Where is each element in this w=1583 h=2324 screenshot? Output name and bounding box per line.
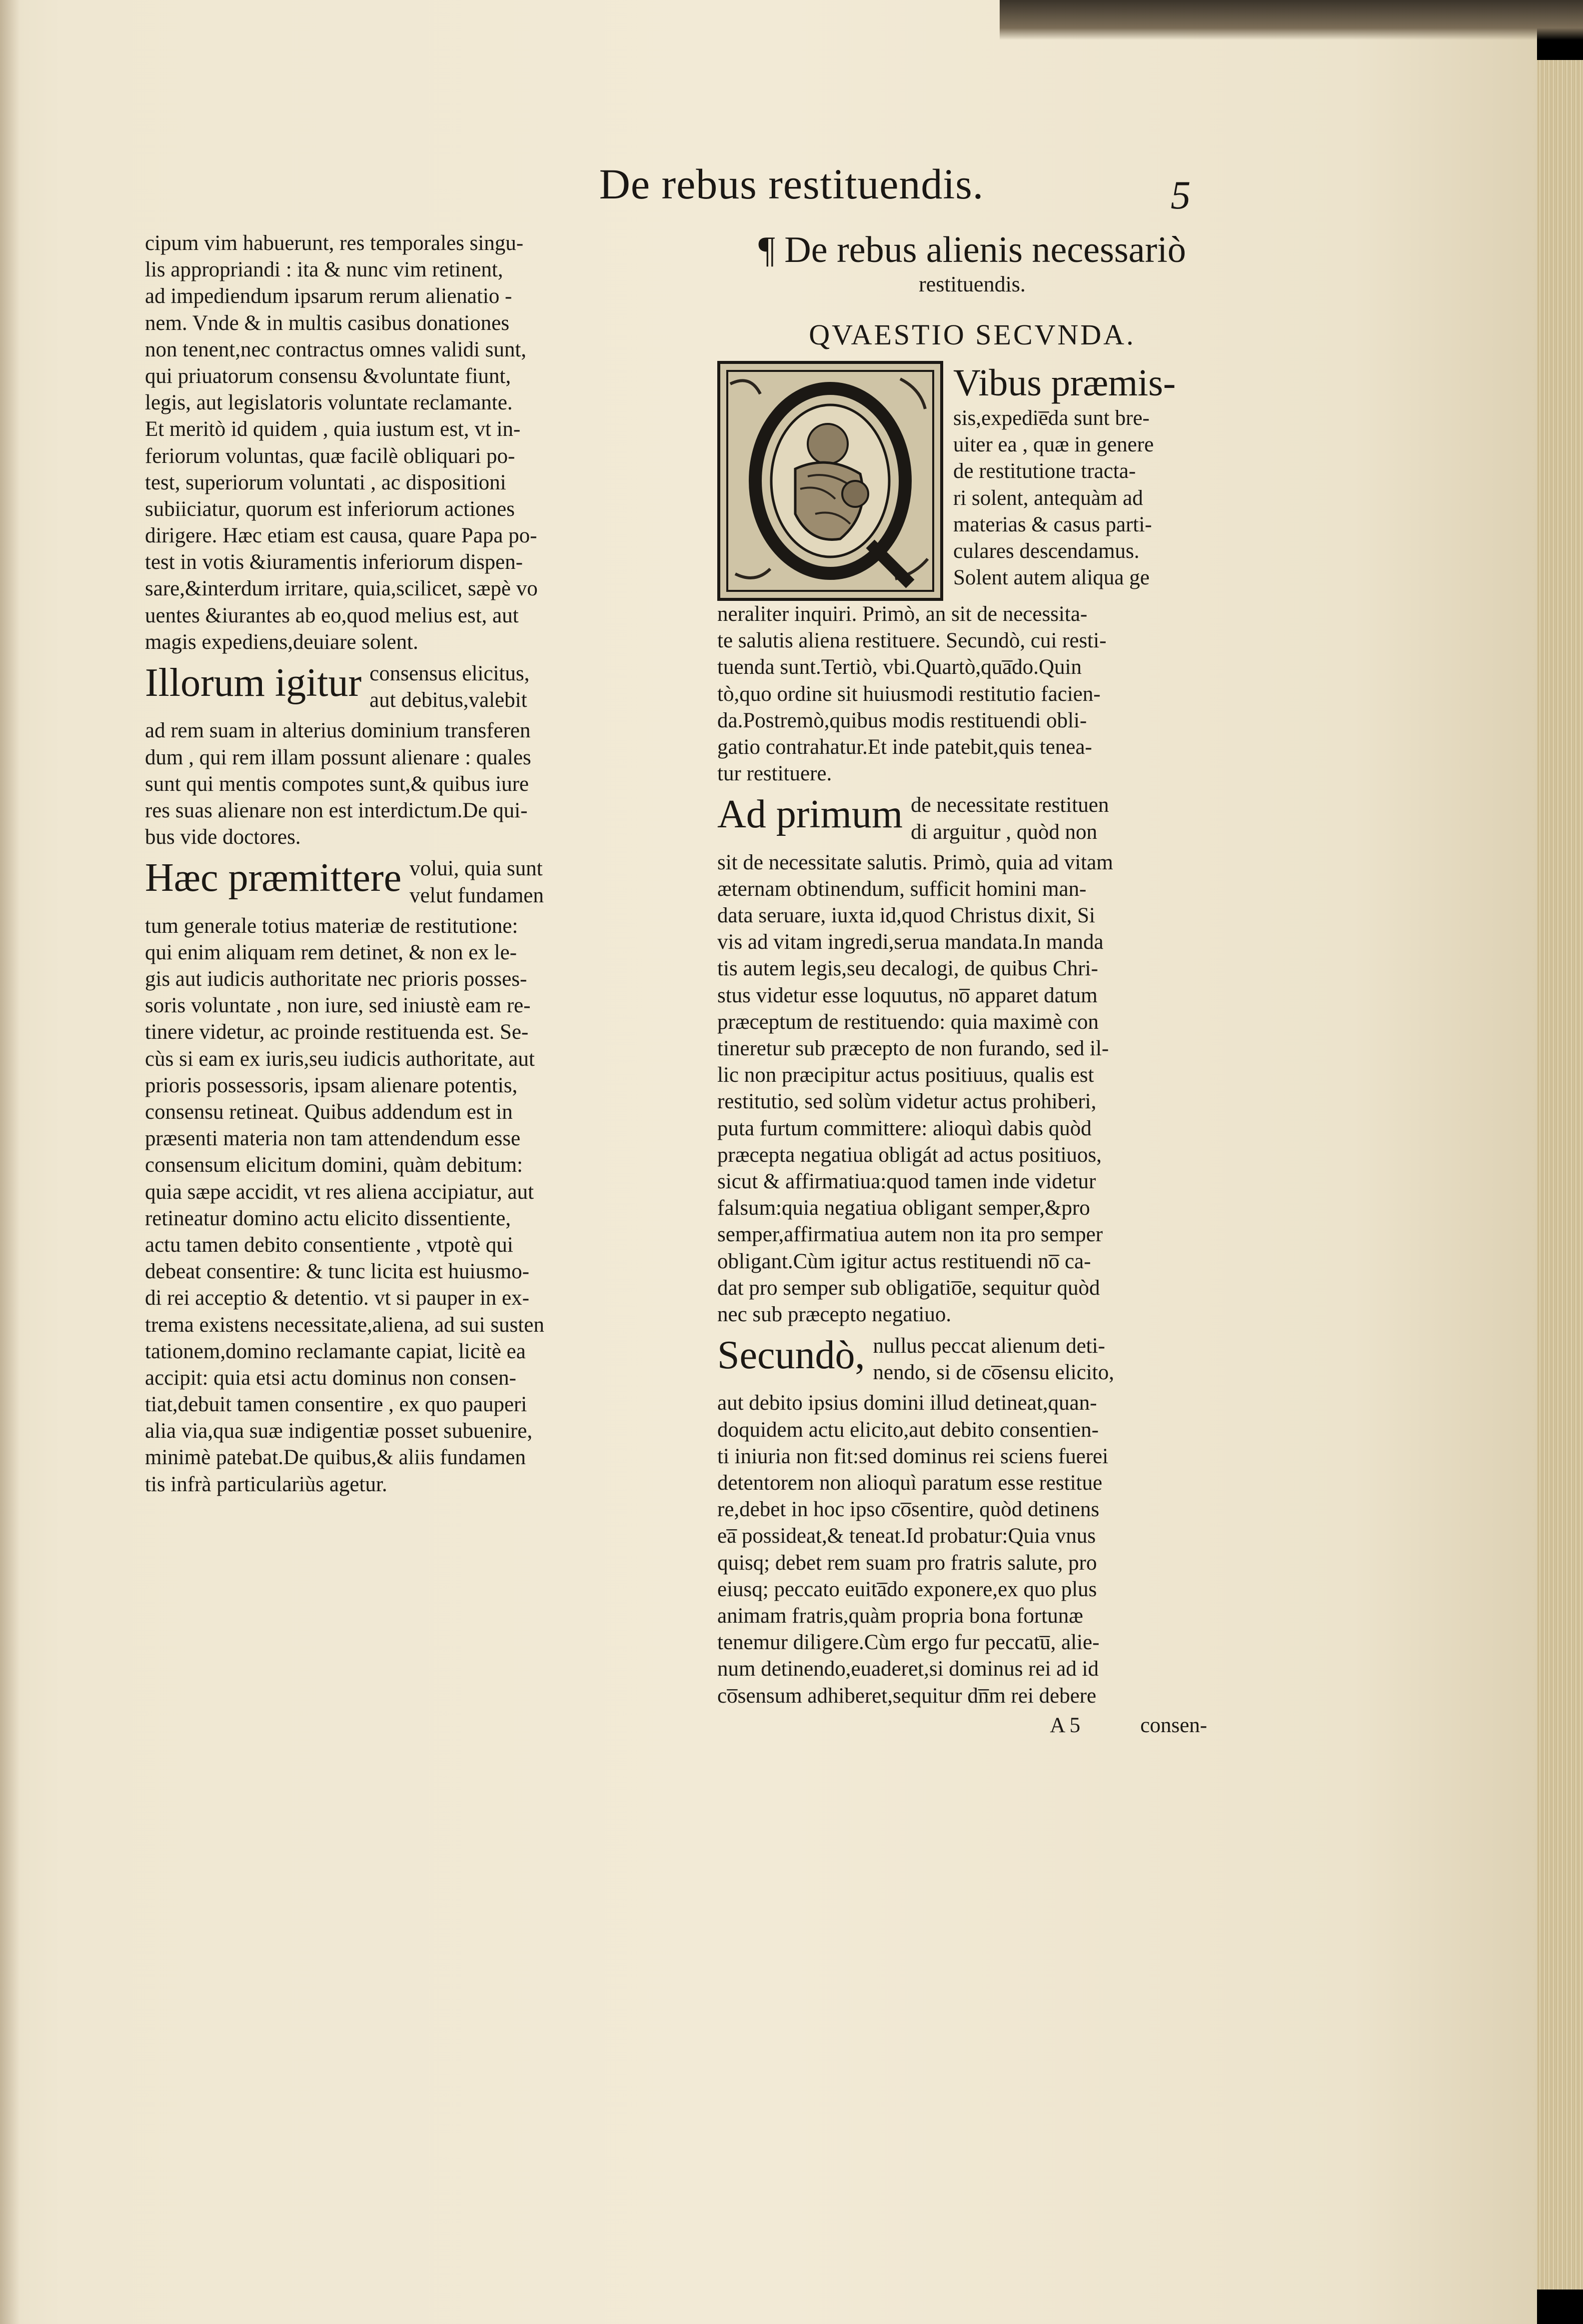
text-line: tiat,debuit tamen consentire , ex quo pauperi — [145, 1393, 527, 1417]
text-line: detentorem non alioquì paratum esse restitue — [717, 1471, 1103, 1495]
decorated-initial-woodcut — [717, 361, 943, 601]
page-footer-catch — [717, 1712, 1227, 1739]
text-line: di arguitur , quòd non — [911, 820, 1098, 844]
text-line: di rei acceptio & detentio. vt si pauper in ex- — [145, 1286, 529, 1310]
lead-word: Secundò, — [717, 1333, 865, 1378]
text-line: aut debitus,valebit — [369, 688, 527, 712]
text-line: tineretur sub præcepto de non furando, sed il- — [717, 1037, 1109, 1060]
text-line: tis autem legis,seu decalogi, de quibus Chri- — [717, 957, 1098, 981]
text-line: consensus elicitus, — [369, 662, 530, 685]
text-line: de necessitate restituen — [911, 793, 1109, 817]
text-line: legis, aut legislatoris voluntate reclamante. — [145, 391, 513, 415]
text-line: feriorum voluntas, quæ facilè obliquari po- — [145, 444, 515, 468]
initial-text-lines — [953, 405, 1227, 591]
text-line: subiiciatur, quorum est inferiorum actiones — [145, 497, 515, 521]
text-line: tis infrà particulariùs agetur. — [145, 1472, 387, 1496]
text-line: præceptum de restituendo: quia maximè con — [717, 1010, 1099, 1034]
catchword: consen- — [1140, 1713, 1207, 1737]
right-lead-paragraph-1 — [717, 792, 1227, 845]
text-line: dirigere. Hæc etiam est causa, quare Papa po- — [145, 524, 537, 548]
text-line: nec sub præcepto negatiuo. — [717, 1302, 952, 1326]
text-line: puta furtum committere: alioquì dabis quòd — [717, 1116, 1092, 1140]
text-line: sit de necessitate salutis. Primò, quia ad vitam — [717, 850, 1113, 874]
text-line: non tenent,nec contractus omnes validi sunt, — [145, 337, 527, 361]
text-line: semper,affirmatiua autem non ita pro semper — [717, 1223, 1103, 1247]
text-line: vis ad vitam ingredi,serua mandata.In manda — [717, 930, 1104, 954]
text-line: prioris possessoris, ipsam alienare potentis, — [145, 1073, 518, 1097]
text-line: co̅sensum adhiberet,sequitur dn̅m rei debere — [717, 1684, 1097, 1708]
text-line: consensu retineat. Quibus addendum est in — [145, 1100, 513, 1124]
text-line: de restitutione tracta- — [953, 459, 1136, 483]
text-line: volui, quia sunt — [409, 857, 543, 881]
text-line: da.Postremò,quibus modis restituendi obli- — [717, 708, 1087, 732]
text-line: uentes &iurantes ab eo,quod melius est, aut — [145, 603, 519, 627]
lead-word: Hæc præmittere — [145, 856, 402, 900]
text-line: sunt qui mentis compotes sunt,& quibus iure — [145, 772, 529, 796]
text-line: stus videtur esse loquutus, no̅ apparet datum — [717, 983, 1098, 1007]
text-line: bus vide doctores. — [145, 825, 301, 849]
left-lead-paragraph-1 — [145, 660, 667, 713]
running-head: De rebus restituendis. — [599, 160, 984, 208]
text-line: test in votis &iuramentis inferiorum dispen- — [145, 550, 523, 574]
text-line: nem. Vnde & in multis casibus donationes — [145, 311, 509, 335]
section-heading: ¶ De rebus alienis necessariò — [758, 229, 1186, 270]
text-line: ri solent, antequàm ad — [953, 486, 1143, 510]
lead-word: Ad primum — [717, 792, 903, 837]
text-line: qui priuatorum consensu &voluntate fiunt, — [145, 364, 511, 388]
text-line: num detinendo,euaderet,si dominus rei ad id — [717, 1657, 1099, 1681]
initial-paragraph — [717, 361, 1227, 601]
section-heading-sub: restituendis. — [919, 272, 1026, 296]
gutter-shadow — [0, 0, 20, 2324]
page-fore-edge — [1537, 60, 1583, 2290]
text-line: doquidem actu elicito,aut debito consentien- — [717, 1418, 1099, 1442]
text-line: retineatur domino actu elicito dissentiente, — [145, 1206, 511, 1230]
text-line: Et meritò id quidem , quia iustum est, vt in- — [145, 417, 521, 441]
text-line: gatio contrahatur.Et inde patebit,quis tenea- — [717, 735, 1092, 759]
text-line: ad rem suam in alterius dominium transferen — [145, 719, 531, 743]
binding-edge — [1000, 0, 1583, 40]
right-text-block-c — [717, 1390, 1227, 1709]
text-line: tuenda sunt.Tertiò, vbi.Quartò,qua̅do.Quin — [717, 655, 1082, 679]
text-line: aut debito ipsius domini illud detineat,quan- — [717, 1391, 1097, 1415]
text-line: sicut & affirmatiua:quod tamen inde videtur — [717, 1169, 1096, 1193]
text-line: debeat consentire: & tunc licita est huiusmo- — [145, 1260, 530, 1284]
text-line: æternam obtinendum, sufficit homini man- — [717, 877, 1087, 901]
text-line: re,debet in hoc ipso co̅sentire, quòd detinens — [717, 1498, 1100, 1522]
text-line: quia sæpe accidit, vt res aliena accipiatur, aut — [145, 1180, 534, 1204]
initial-first-line: Vibus præmis- — [953, 362, 1176, 404]
text-line: trema existens necessitate,aliena, ad sui susten — [145, 1313, 544, 1337]
text-line: gis aut iudicis authoritate nec prioris posses- — [145, 967, 527, 991]
text-line: tum generale totius materiæ de restitutione: — [145, 914, 518, 938]
text-line: test, superiorum voluntati , ac dispositioni — [145, 470, 506, 494]
woodcut-initial-q-icon — [720, 364, 940, 598]
text-line: magis expediens,deuiare solent. — [145, 630, 418, 654]
text-line: soris voluntate , non iure, sed iniustè eam re- — [145, 994, 531, 1018]
text-line: res suas alienare non est interdictum.De qui- — [145, 798, 528, 822]
left-text-block-c — [145, 913, 667, 1498]
question-heading: QVAESTIO SECVNDA. — [809, 318, 1136, 351]
text-line: cùs si eam ex iuris,seu iudicis authoritate, aut — [145, 1047, 535, 1071]
right-lead-paragraph-2 — [717, 1333, 1227, 1386]
text-line: uiter ea , quæ in genere — [953, 433, 1154, 457]
text-line: cipum vim habuerunt, res temporales singu- — [145, 231, 524, 255]
lead-word: Illorum igitur — [145, 661, 362, 705]
text-line: ea̅ possideat,& teneat.Id probatur:Quia vnus — [717, 1524, 1096, 1548]
text-line: Solent autem aliqua ge — [953, 566, 1150, 590]
text-line: lis appropriandi : ita & nunc vim retinent, — [145, 258, 503, 282]
left-text-block-b — [145, 717, 667, 850]
text-line: ti iniuria non fit:sed dominus rei sciens fuerei — [717, 1444, 1109, 1468]
text-line: præcepta negatiua obligát ad actus positiuos, — [717, 1143, 1102, 1167]
text-line: lic non præcipitur actus positiuus, qualis est — [717, 1063, 1094, 1087]
folio-number: 5 — [1171, 173, 1191, 217]
text-line: neraliter inquiri. Primò, an sit de necessita- — [717, 602, 1088, 626]
left-column — [145, 230, 667, 1498]
text-line: tenemur diligere.Cùm ergo fur peccatu̅, alie- — [717, 1631, 1100, 1655]
text-line: data seruare, iuxta id,quod Christus dixit, Si — [717, 904, 1095, 928]
signature-mark: A 5 — [1050, 1713, 1081, 1737]
text-line: dum , qui rem illam possunt alienare : quales — [145, 745, 531, 769]
text-line: eiusq; peccato euita̅do exponere,ex quo plus — [717, 1577, 1097, 1601]
text-line: te salutis aliena restituere. Secundò, cui resti- — [717, 629, 1107, 653]
text-line: nullus peccat alienum deti- — [873, 1334, 1105, 1358]
text-line: obligant.Cùm igitur actus restituendi no̅ ca- — [717, 1249, 1091, 1273]
text-line: tò,quo ordine sit huiusmodi restitutio facien- — [717, 682, 1101, 706]
text-line: accipit: quia etsi actu dominus non consen- — [145, 1366, 516, 1390]
text-line: sare,&interdum irritare, quia,scilicet, sæpè vo — [145, 577, 538, 601]
text-line: actu tamen debito consentiente , vtpotè qui — [145, 1233, 513, 1257]
text-line: dat pro semper sub obligatio̅e, sequitur quòd — [717, 1276, 1100, 1300]
left-text-block-a — [145, 230, 667, 655]
text-line: sis,expedie̅da sunt bre- — [953, 406, 1150, 430]
text-line: animam fratris,quàm propria bona fortunæ — [717, 1604, 1083, 1628]
text-line: tur restituere. — [717, 762, 832, 786]
right-text-block-a — [717, 601, 1227, 787]
left-lead-paragraph-2 — [145, 855, 667, 908]
text-line: velut fundamen — [409, 883, 544, 907]
text-line: ad impediendum ipsarum rerum alienatio - — [145, 284, 512, 308]
text-line: qui enim aliquam rem detinet, & non ex le- — [145, 940, 517, 964]
text-line: nendo, si de co̅sensu elicito, — [873, 1361, 1114, 1385]
right-text-block-b — [717, 849, 1227, 1328]
text-line: falsum:quia negatiua obligant semper,&pro — [717, 1196, 1090, 1220]
text-line: præsenti materia non tam attendendum esse — [145, 1127, 521, 1151]
right-column — [717, 230, 1227, 1739]
text-line: alia via,qua suæ indigentiæ posset subuenire, — [145, 1419, 533, 1443]
text-line: culares descendamus. — [953, 539, 1140, 563]
text-line: minimè patebat.De quibus,& aliis fundamen — [145, 1446, 526, 1470]
text-line: quisq; debet rem suam pro fratris salute, pro — [717, 1551, 1097, 1575]
text-line: consensum elicitum domini, quàm debitum: — [145, 1153, 523, 1177]
text-line: tinere videtur, ac proinde restituenda est. Se- — [145, 1020, 529, 1044]
text-line: restitutio, sed solùm videtur actus prohiberi, — [717, 1090, 1097, 1114]
text-line: materias & casus parti- — [953, 512, 1152, 536]
text-line: tationem,domino reclamante capiat, licitè ea — [145, 1339, 526, 1363]
